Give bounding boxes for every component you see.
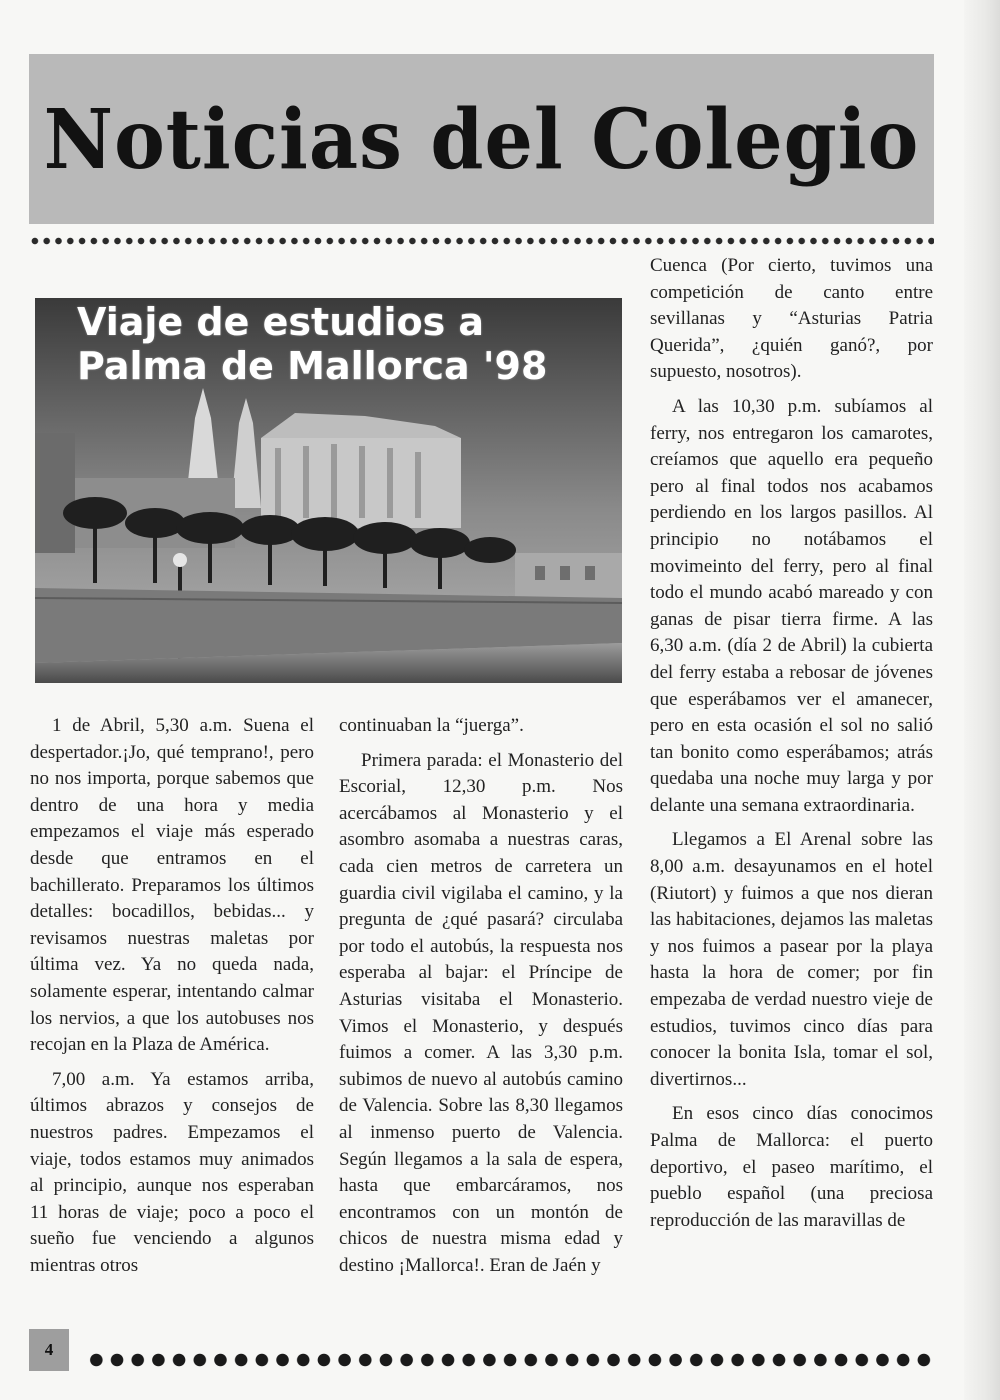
- photo-caption: [77, 300, 547, 388]
- article-column-3: [650, 253, 933, 1242]
- article-column-1: [30, 713, 314, 1287]
- article-paragraph: 1 de Abril, 5,30 a.m. Suena el despertador.¡Jo, qué temprano!, pero no nos importa, porque sabemos que dentro de una hora y media empezamos el viaje más esperado desde que entramos en el bachillerato. Preparamos los últimos detalles: bocadillos, bebidas... y revisamos nuestras maletas por última vez. Ya no queda nada, solamente esperar, intentando calmar los nervios, a que los autobuses nos recojan en la Plaza de América.: [30, 715, 314, 1056]
- cathedral-photo: [35, 298, 622, 683]
- masthead-title: Noticias del Colegio: [43, 90, 920, 188]
- article-paragraph: Primera parada: el Monasterio del Escorial, 12,30 p.m. Nos acercábamos al Monasterio y el asombro asomaba a nuestras caras, cada cien metros de carretera un guardia civil vigilaba el camino, y la pregunta de ¿qué pasará? circulaba por todo el autobús, la respuesta nos esperaba al bajar: el Príncipe de Asturias visitaba el Monasterio. Vimos el Monasterio, y después fuimos a comer. A las 3,30 p.m. subimos de nuevo al autobús camino de Valencia. Sobre las 8,30 llegamos al inmenso puerto de Valencia. Según llegamos a la sala de espera, hasta que embarcáramos, nos encontramos con un montón de chicos de nuestra misma edad y destino ¡Mallorca!. Eran de Jaén y: [339, 749, 623, 1276]
- footer-dotted-divider: [86, 1350, 936, 1370]
- photo-caption-line: Viaje de estudios a: [77, 300, 485, 344]
- photo-caption-line: Palma de Mallorca '98: [77, 344, 548, 388]
- masthead: [29, 54, 934, 224]
- article-paragraph: 7,00 a.m. Ya estamos arriba, últimos abrazos y consejos de nuestros padres. Empezamos el viaje, todos estamos muy animados al principio, aunque nos esperaban 11 horas de viaje; poco a poco el sueño fue venciendo a algunos mientras otros: [30, 1068, 314, 1276]
- article-paragraph: En esos cinco días conocimos Palma de Mallorca: el puerto deportivo, el paseo marítimo, el pueblo español (una preciosa reproducción de las maravillas de: [650, 1103, 933, 1231]
- article-paragraph: A las 10,30 p.m. subíamos al ferry, nos entregaron los camarotes, creíamos que aquello era pequeño pero al final todos nos acabamos perdiendo en los largos pasillos. Al principio no notábamos el movimeinto del ferry, pero al final todo el mundo acabó mareado y con ganas de pisar tierra firme. A las 6,30 a.m. (día 2 de Abril) la cubierta del ferry estaba a rebosar de jóvenes que esperábamos ver el amanecer, pero en esta ocasión el sol no salió tan bonito como esperábamos; atrás quedaba una noche muy larga y por delante una semana extraordinaria.: [650, 395, 933, 816]
- dotted-divider: [29, 235, 934, 247]
- article-paragraph: Cuenca (Por cierto, tuvimos una competición de canto entre sevillanas y “Asturias Patria Querida”, ¿quién ganó?, por supuesto, nosotros).: [650, 255, 933, 383]
- article-paragraph: continuaban la “juerga”.: [339, 715, 524, 736]
- page-number: 4: [29, 1329, 69, 1371]
- page-edge-shadow: [964, 0, 1000, 1400]
- article-paragraph: Llegamos a El Arenal sobre las 8,00 a.m. desayunamos en el hotel (Riutort) y fuimos a que nos dieran las habitaciones, dejamos las maletas y nos fuimos a pasear por la playa hasta la hora de comer; por fin empezaba de verdad nuestro vieje de estudios, tuvimos cinco días para conocer la bonita Isla, tomar el sol, divertirnos...: [650, 829, 933, 1090]
- article-column-2: [339, 713, 623, 1287]
